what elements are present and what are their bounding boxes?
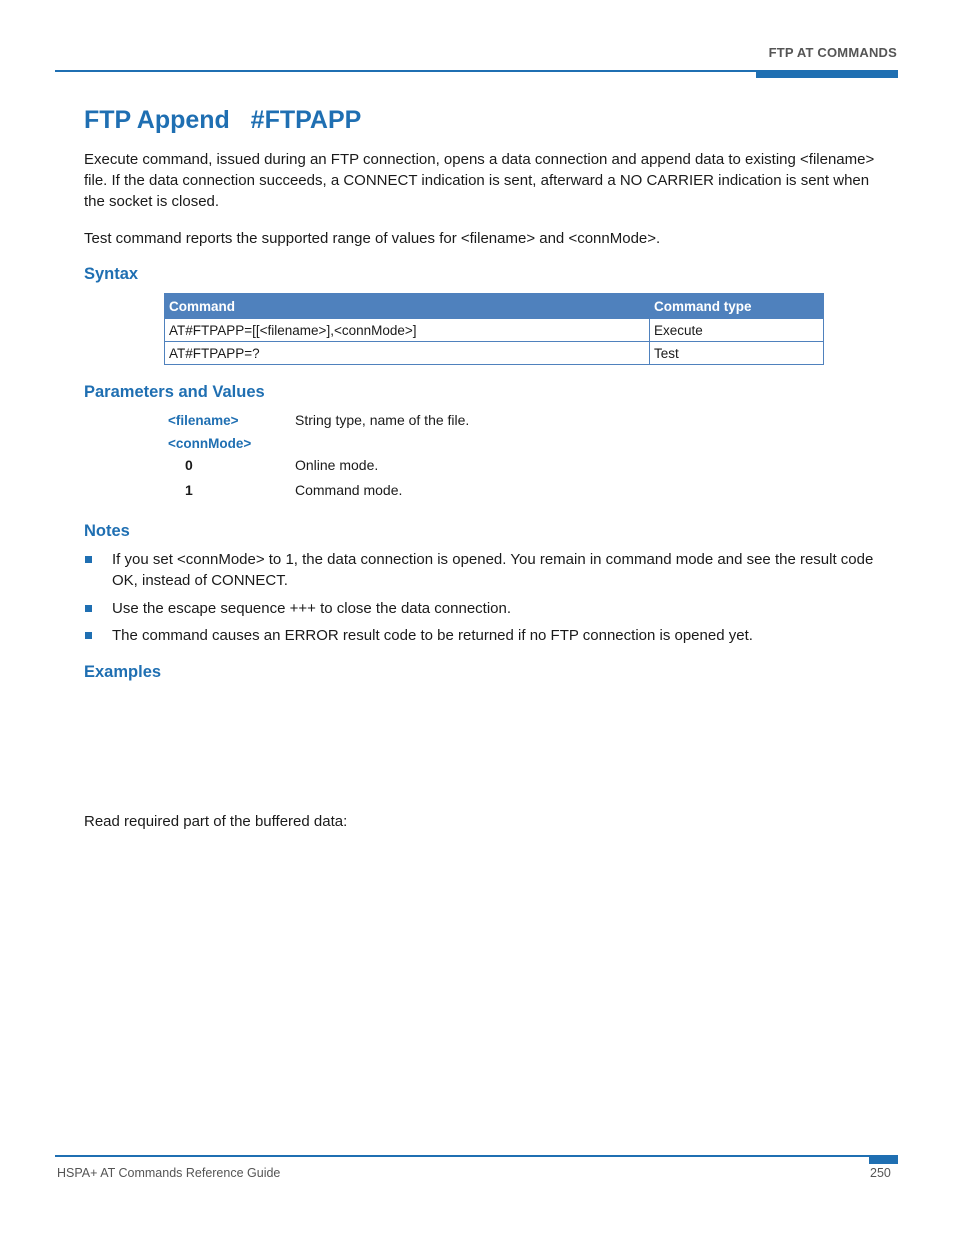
connmode-value-1-desc: Command mode.: [295, 482, 403, 498]
note-text: The command causes an ERROR result code to be returned if no FTP connection is opened yet.: [112, 627, 753, 644]
bullet-square-icon: [85, 605, 92, 612]
syntax-heading: Syntax: [84, 265, 139, 283]
connmode-value-1: 1: [185, 482, 193, 498]
header-tab-accent: [756, 70, 898, 78]
command-type-cell: Test: [650, 342, 824, 365]
note-text: If you set <connMode> to 1, the data connection is opened. You remain in command mode and see the result code OK, instead of CONNECT.: [112, 551, 874, 589]
bullet-square-icon: [85, 632, 92, 639]
notes-heading: Notes: [84, 522, 130, 540]
examples-text: Read required part of the buffered data:: [84, 813, 348, 830]
note-text: Use the escape sequence +++ to close the data connection.: [112, 600, 512, 617]
syntax-table: [164, 293, 824, 365]
table-header-row: [165, 294, 824, 319]
table-row: [165, 342, 824, 365]
list-item: [84, 598, 884, 620]
page-title: FTP Append #FTPAPP: [84, 106, 362, 134]
examples-heading: Examples: [84, 663, 162, 681]
command-cell: AT#FTPAPP=[[<filename>],<connMode>]: [165, 319, 650, 342]
footer-rule: [55, 1155, 898, 1157]
page-number: 250: [870, 1166, 891, 1180]
connmode-value-0: 0: [185, 457, 193, 473]
footer-tab-accent: [869, 1155, 898, 1164]
bullet-square-icon: [85, 556, 92, 563]
list-item: [84, 549, 884, 593]
parameters-heading: Parameters and Values: [84, 383, 265, 401]
table-row: [165, 319, 824, 342]
list-item: [84, 625, 884, 647]
intro-paragraph-2: Test command reports the supported range of values for <filename> and <connMode>.: [84, 230, 661, 247]
command-cell: AT#FTPAPP=?: [165, 342, 650, 365]
param-connmode-name: <connMode>: [168, 436, 252, 451]
running-header: FTP AT COMMANDS: [768, 45, 897, 60]
connmode-value-0-desc: Online mode.: [295, 457, 379, 473]
footer-guide-title: HSPA+ AT Commands Reference Guide: [57, 1166, 281, 1180]
column-header-command-type: Command type: [650, 294, 824, 319]
command-type-cell: Execute: [650, 319, 824, 342]
intro-paragraph-1: Execute command, issued during an FTP connection, opens a data connection and append data to existing <filename> file. If the data connection succeeds, a CONNECT indication is sent, afterward a NO CARRIER indication is sent when the socket is closed.: [84, 151, 875, 210]
column-header-command: Command: [165, 294, 650, 319]
param-filename-desc: String type, name of the file.: [295, 412, 470, 428]
param-filename-name: <filename>: [168, 413, 239, 428]
